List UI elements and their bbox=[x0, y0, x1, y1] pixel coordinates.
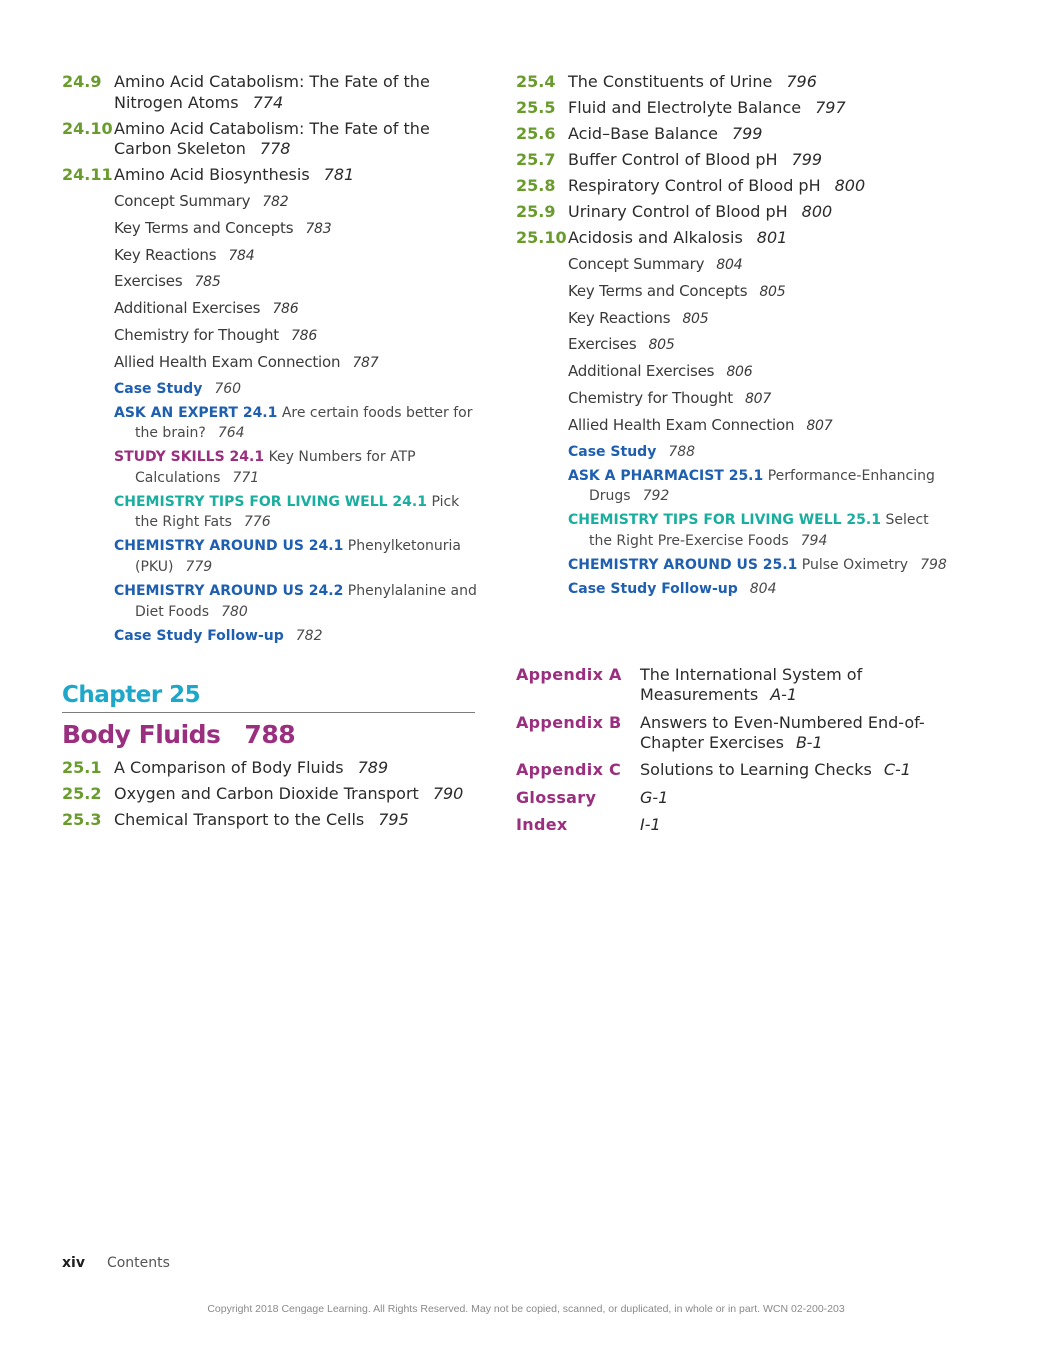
end-matter-title: Chemistry for Thought bbox=[114, 325, 279, 344]
feature-page: 764 bbox=[217, 425, 245, 442]
section-page: 797 bbox=[815, 98, 846, 117]
feature-label: STUDY SKILLS 24.1 bbox=[114, 449, 265, 466]
end-matter-title: Key Reactions bbox=[568, 308, 671, 327]
end-matter-page: 804 bbox=[716, 257, 743, 273]
feature-ask-a-pharmacist[interactable] bbox=[568, 466, 956, 507]
copyright-notice: Copyright 2018 Cengage Learning. All Rights Reserved. May not be copied, scanned, or duplicated, in whole or in part. WCN 02-200-203 bbox=[207, 1303, 845, 1315]
toc-section-24-9[interactable] bbox=[62, 72, 477, 113]
end-matter-title: Exercises bbox=[114, 272, 183, 291]
section-title: Urinary Control of Blood pH bbox=[568, 202, 788, 221]
section-page: 800 bbox=[801, 202, 833, 221]
end-matter-chemistry-for-thought[interactable] bbox=[114, 325, 477, 346]
feature-label: Case Study bbox=[114, 380, 203, 397]
appendix-page: C-1 bbox=[883, 760, 911, 779]
appendix-page: A-1 bbox=[770, 685, 798, 704]
section-title: Acid–Base Balance bbox=[568, 124, 718, 143]
section-title: Oxygen and Carbon Dioxide Transport bbox=[114, 783, 419, 803]
left-toc-column bbox=[62, 72, 477, 650]
chapter-page: 788 bbox=[244, 720, 296, 749]
appendix-page: G-1 bbox=[640, 787, 669, 807]
section-title: Amino Acid Catabolism: The Fate of the Carbon Skeleton bbox=[114, 118, 430, 158]
feature-label: CHEMISTRY TIPS FOR LIVING WELL 24.1 bbox=[114, 493, 427, 510]
end-matter-title: Key Reactions bbox=[114, 245, 217, 264]
toc-section-25-4[interactable] bbox=[516, 72, 956, 93]
feature-page: 760 bbox=[214, 380, 242, 397]
section-page: 801 bbox=[756, 228, 788, 247]
toc-section-25-5[interactable] bbox=[516, 98, 956, 119]
toc-section-25-8[interactable] bbox=[516, 176, 956, 197]
toc-section-25-7[interactable] bbox=[516, 150, 956, 171]
feature-text: Key Numbers for ATP Calculations bbox=[135, 449, 416, 486]
appendix-label: Appendix C bbox=[516, 760, 622, 779]
appendix-a[interactable] bbox=[516, 665, 956, 705]
feature-text: Phenylketonuria (PKU) bbox=[135, 538, 462, 575]
end-matter-title: Allied Health Exam Connection bbox=[568, 415, 795, 434]
feature-page: 794 bbox=[800, 532, 828, 549]
feature-page: 776 bbox=[243, 514, 271, 531]
chapter-25-block bbox=[62, 680, 475, 835]
feature-label: ASK A PHARMACIST 25.1 bbox=[568, 467, 764, 484]
section-number: 25.6 bbox=[516, 124, 556, 143]
appendix-page: B-1 bbox=[795, 732, 823, 752]
end-matter-concept-summary[interactable] bbox=[114, 191, 477, 212]
section-page: 790 bbox=[432, 783, 464, 803]
end-matter-chemistry-for-thought[interactable] bbox=[568, 388, 956, 409]
section-number: 24.11 bbox=[62, 165, 113, 184]
end-matter-title: Exercises bbox=[568, 335, 637, 354]
section-number: 25.7 bbox=[516, 150, 556, 169]
toc-section-25-1[interactable] bbox=[62, 758, 475, 779]
feature-page: 779 bbox=[185, 558, 213, 575]
page-footer bbox=[62, 1255, 170, 1271]
end-matter-title: Key Terms and Concepts bbox=[114, 218, 294, 237]
toc-section-24-10[interactable] bbox=[62, 119, 477, 160]
end-matter-page: 787 bbox=[352, 354, 379, 371]
feature-label: CHEMISTRY AROUND US 25.1 bbox=[568, 556, 798, 573]
page-folio: xiv bbox=[62, 1255, 85, 1271]
feature-page: 804 bbox=[749, 580, 777, 597]
section-number: 25.5 bbox=[516, 98, 556, 117]
section-page: 781 bbox=[323, 165, 355, 184]
end-matter-key-terms[interactable] bbox=[568, 281, 956, 302]
toc-section-25-10[interactable] bbox=[516, 228, 956, 249]
end-matter-key-terms[interactable] bbox=[114, 218, 477, 239]
end-matter-title: Additional Exercises bbox=[114, 299, 261, 318]
section-page: 795 bbox=[378, 809, 409, 829]
section-title: Fluid and Electrolyte Balance bbox=[568, 98, 802, 117]
feature-case-study-follow-up[interactable] bbox=[114, 626, 477, 647]
end-matter-page: 784 bbox=[228, 247, 255, 264]
section-page: 799 bbox=[791, 150, 823, 169]
section-title: Amino Acid Catabolism: The Fate of the Nitrogen Atoms bbox=[114, 72, 430, 112]
appendices-list bbox=[516, 665, 956, 843]
end-matter-title: Key Terms and Concepts bbox=[568, 281, 748, 300]
end-matter-title: Additional Exercises bbox=[568, 362, 715, 381]
chapter-title-text: Body Fluids bbox=[62, 720, 221, 749]
appendix-c[interactable] bbox=[516, 760, 956, 780]
section-number: 25.4 bbox=[516, 72, 556, 91]
section-page: 799 bbox=[731, 124, 763, 143]
feature-page: 798 bbox=[920, 556, 947, 573]
end-matter-key-reactions[interactable] bbox=[114, 245, 477, 266]
section-page: 789 bbox=[357, 758, 389, 777]
section-title: A Comparison of Body Fluids bbox=[114, 758, 344, 777]
feature-label: CHEMISTRY AROUND US 24.2 bbox=[114, 583, 344, 600]
end-matter-allied-health[interactable] bbox=[114, 352, 477, 373]
feature-case-study-follow-up[interactable] bbox=[568, 579, 956, 600]
toc-section-24-11[interactable] bbox=[62, 165, 477, 186]
feature-chemistry-tips[interactable] bbox=[568, 510, 956, 551]
glossary[interactable] bbox=[516, 788, 956, 808]
running-head: Contents bbox=[106, 1255, 170, 1271]
section-page: 774 bbox=[252, 92, 284, 112]
toc-section-25-6[interactable] bbox=[516, 124, 956, 145]
end-matter-page: 786 bbox=[272, 301, 299, 318]
feature-text: Pick the Right Fats bbox=[135, 493, 460, 531]
section-number: 24.9 bbox=[62, 72, 102, 91]
feature-label: Case Study Follow-up bbox=[568, 580, 738, 597]
end-matter-additional-exercises[interactable] bbox=[568, 361, 956, 382]
feature-text: Are certain foods better for the brain? bbox=[135, 404, 473, 442]
section-page: 796 bbox=[786, 72, 817, 91]
section-title: Chemical Transport to the Cells bbox=[114, 809, 365, 829]
end-matter-additional-exercises[interactable] bbox=[114, 298, 477, 319]
end-matter-title: Allied Health Exam Connection bbox=[114, 352, 341, 371]
feature-text: Pulse Oximetry bbox=[801, 556, 909, 573]
appendix-label: Appendix B bbox=[516, 712, 622, 732]
end-matter-page: 805 bbox=[682, 310, 709, 327]
section-title: Acidosis and Alkalosis bbox=[568, 228, 743, 247]
end-matter-title: Chemistry for Thought bbox=[568, 388, 733, 407]
end-matter-exercises[interactable] bbox=[568, 334, 956, 355]
feature-case-study[interactable] bbox=[568, 442, 956, 463]
right-toc-column bbox=[516, 72, 956, 603]
feature-label: Case Study Follow-up bbox=[114, 627, 284, 644]
end-matter-exercises[interactable] bbox=[114, 271, 477, 292]
feature-text: Phenylalanine and Diet Foods bbox=[135, 583, 477, 620]
section-title: Buffer Control of Blood pH bbox=[568, 150, 778, 169]
section-number: 25.10 bbox=[516, 228, 567, 247]
end-matter-page: 782 bbox=[262, 194, 289, 210]
section-page: 778 bbox=[259, 139, 291, 158]
chapter-label: Chapter 25 bbox=[62, 680, 475, 713]
feature-page: 771 bbox=[232, 469, 260, 486]
end-matter-title: Concept Summary bbox=[114, 192, 251, 210]
end-matter-page: 806 bbox=[726, 364, 753, 381]
end-matter-page: 805 bbox=[648, 337, 675, 354]
appendix-title: Answers to Even-Numbered End-of-Chapter Exercises bbox=[640, 712, 925, 752]
end-matter-page: 785 bbox=[194, 274, 221, 291]
end-matter-page: 807 bbox=[806, 417, 833, 434]
end-matter-page: 805 bbox=[759, 283, 786, 300]
appendix-label: Appendix A bbox=[516, 665, 622, 684]
section-number: 25.9 bbox=[516, 202, 556, 221]
appendix-label: Index bbox=[516, 815, 568, 834]
feature-label: ASK AN EXPERT 24.1 bbox=[114, 404, 278, 421]
feature-label: CHEMISTRY TIPS FOR LIVING WELL 25.1 bbox=[568, 512, 881, 529]
chapter-title[interactable] bbox=[62, 718, 475, 752]
end-matter-key-reactions[interactable] bbox=[568, 308, 956, 329]
end-matter-page: 807 bbox=[744, 390, 772, 407]
appendix-b[interactable] bbox=[516, 713, 956, 753]
feature-text: Performance-Enhancing Drugs bbox=[589, 467, 935, 505]
feature-label: Case Study bbox=[568, 443, 657, 460]
toc-section-25-2[interactable] bbox=[62, 784, 475, 805]
feature-page: 780 bbox=[221, 603, 248, 620]
appendix-page: I-1 bbox=[640, 815, 661, 834]
section-number: 25.8 bbox=[516, 176, 556, 195]
feature-chemistry-around-us-2[interactable] bbox=[114, 581, 477, 622]
feature-chemistry-around-us[interactable] bbox=[568, 555, 956, 576]
end-matter-allied-health[interactable] bbox=[568, 415, 956, 436]
feature-chemistry-tips[interactable] bbox=[114, 492, 477, 533]
feature-page: 788 bbox=[668, 443, 696, 460]
end-matter-title: Concept Summary bbox=[568, 255, 705, 273]
toc-section-25-3[interactable] bbox=[62, 810, 475, 831]
section-title: Respiratory Control of Blood pH bbox=[568, 176, 821, 195]
end-matter-concept-summary[interactable] bbox=[568, 254, 956, 275]
toc-section-25-9[interactable] bbox=[516, 202, 956, 223]
section-title: Amino Acid Biosynthesis bbox=[114, 165, 310, 184]
feature-case-study[interactable] bbox=[114, 379, 477, 400]
section-number: 25.1 bbox=[62, 758, 102, 777]
end-matter-page: 786 bbox=[290, 327, 318, 344]
index[interactable] bbox=[516, 815, 956, 835]
feature-label: CHEMISTRY AROUND US 24.1 bbox=[114, 538, 344, 555]
appendix-title: Solutions to Learning Checks bbox=[640, 760, 872, 779]
section-title: The Constituents of Urine bbox=[568, 72, 773, 91]
appendix-label: Glossary bbox=[516, 787, 597, 807]
section-number: 24.10 bbox=[62, 118, 113, 138]
appendix-title: The International System of Measurements bbox=[640, 665, 863, 704]
section-page: 800 bbox=[834, 176, 866, 195]
feature-ask-an-expert[interactable] bbox=[114, 403, 477, 444]
feature-page: 782 bbox=[295, 627, 323, 644]
feature-study-skills[interactable] bbox=[114, 447, 477, 488]
section-number: 25.2 bbox=[62, 783, 102, 803]
feature-page: 792 bbox=[642, 488, 670, 505]
end-matter-page: 783 bbox=[305, 220, 332, 237]
feature-text: Select the Right Pre-Exercise Foods bbox=[589, 512, 929, 549]
feature-chemistry-around-us-1[interactable] bbox=[114, 536, 477, 577]
section-number: 25.3 bbox=[62, 809, 102, 829]
